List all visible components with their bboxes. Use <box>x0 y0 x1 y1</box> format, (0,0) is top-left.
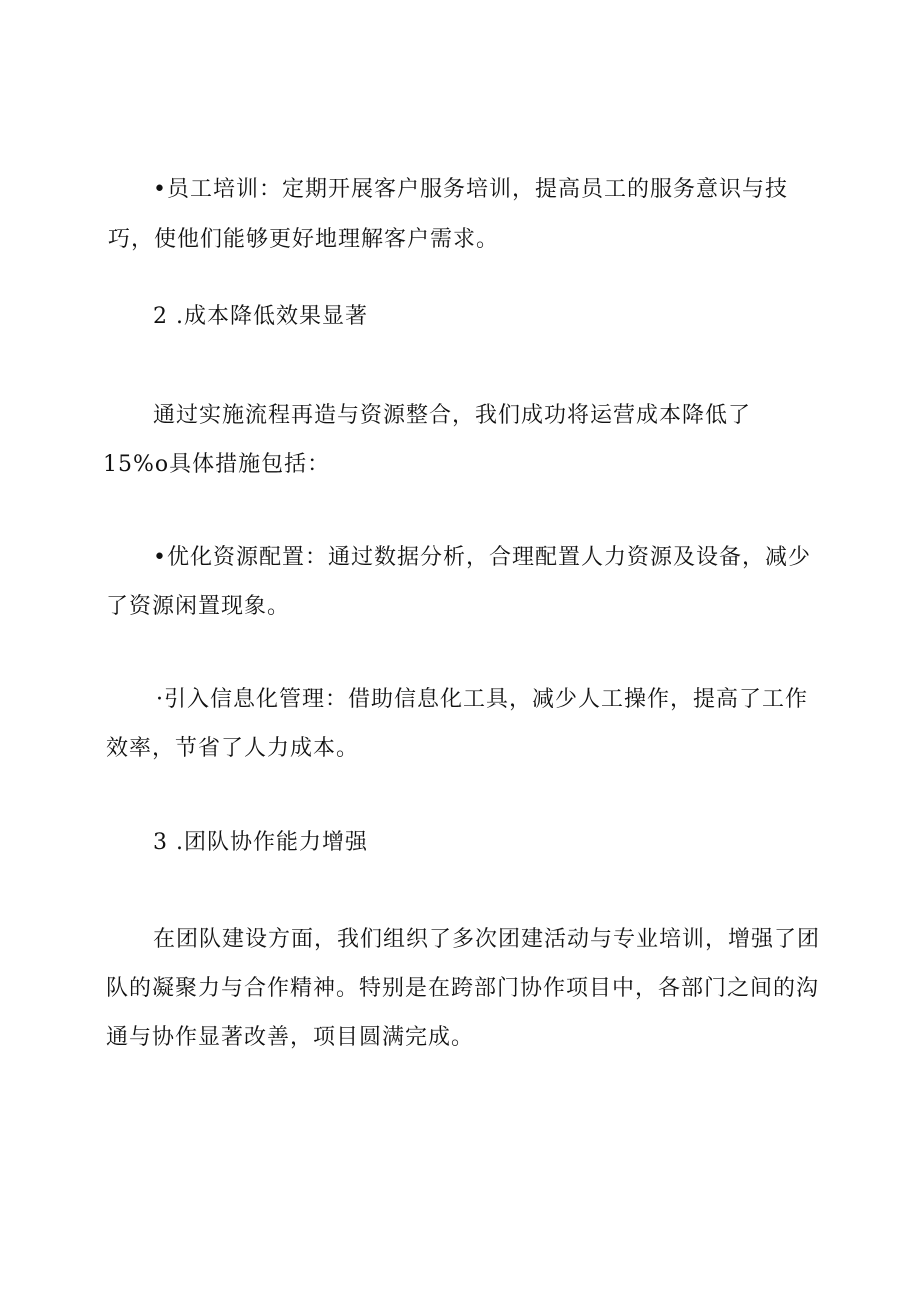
bullet-it-line-2: 效率，节省了人力成本。 <box>106 736 360 761</box>
paragraph-team-line-1: 在团队建设方面，我们组织了多次团建活动与专业培训，增强了团 <box>153 927 821 952</box>
paragraph-cost-line-2: 15%o具体措施包括： <box>103 452 331 477</box>
bullet-resource-line-1: •优化资源配置：通过数据分析，合理配置人力资源及设备，减少 <box>153 545 811 570</box>
paragraph-cost-line-1: 通过实施流程再造与资源整合，我们成功将运营成本降低了 <box>153 403 752 428</box>
bullet-resource-line-2: 了资源闲置现象。 <box>106 594 291 619</box>
paragraph-team-line-2: 队的凝聚力与合作精神。特别是在跨部门协作项目中，各部门之间的沟 <box>106 976 820 1001</box>
paragraph-team-line-3: 通与协作显著改善，项目圆满完成。 <box>106 1025 475 1050</box>
section-heading-3: 3 .团队协作能力增强 <box>153 830 368 855</box>
bullet-it-line-1: ·引入信息化管理：借助信息化工具，减少人工操作，提高了工作 <box>156 687 808 712</box>
bullet-training-line-1: •员工培训：定期开展客户服务培训，提高员工的服务意识与技 <box>153 177 788 202</box>
section-heading-2: 2 .成本降低效果显著 <box>153 304 368 329</box>
bullet-training-line-2: 巧，使他们能够更好地理解客户需求。 <box>108 227 500 252</box>
